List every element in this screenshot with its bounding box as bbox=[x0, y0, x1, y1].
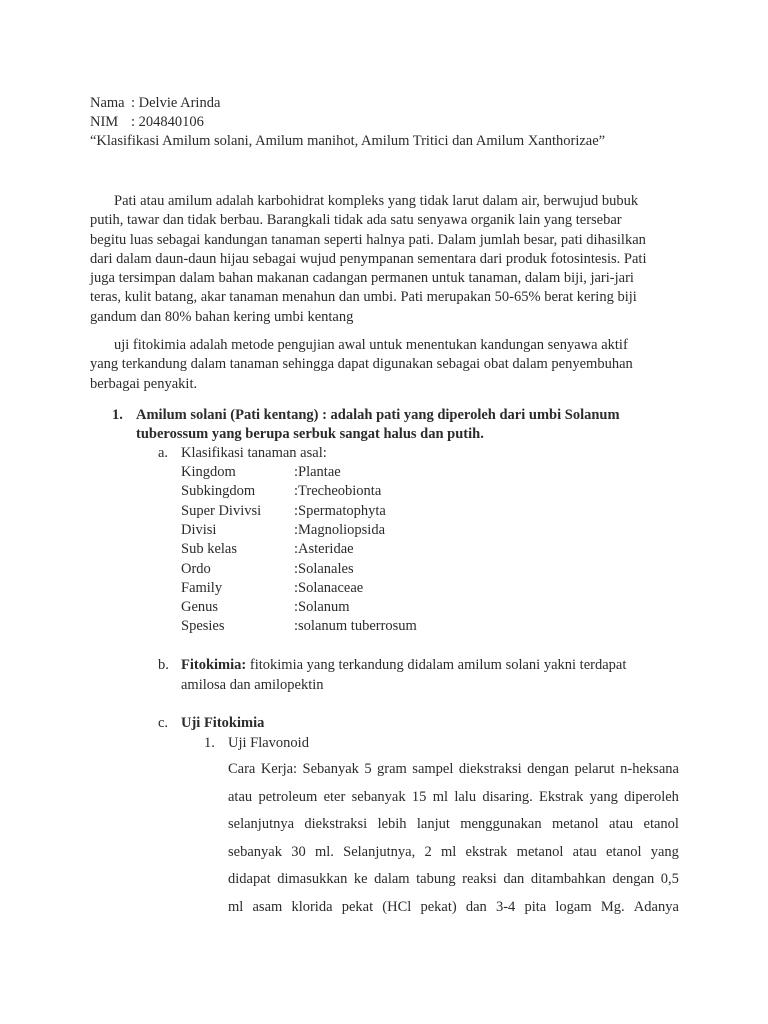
classification-label: Ordo bbox=[181, 560, 211, 577]
cara-kerja-line: selanjutnya diekstraksi lebih lanjut menggunakan metanol atau etanol bbox=[228, 816, 679, 832]
uji-line: yang terkandung dalam tanaman sehingga dapat digunakan sebagai obat dalam penyembuhan bbox=[90, 356, 633, 373]
item-b-marker: b. bbox=[158, 657, 169, 673]
item-b-text: fitokimia yang terkandung didalam amilum solani yakni terdapat bbox=[249, 657, 627, 673]
intro-line: teras, kulit batang, akar tanaman menahun dan umbi. Pati merupakan 50-65% berat kering biji bbox=[90, 289, 637, 306]
item-a-marker: a. bbox=[158, 445, 169, 461]
cara-kerja-line: Cara Kerja: Sebanyak 5 gram sampel diekstraksi dengan pelarut n-heksana bbox=[228, 761, 679, 777]
intro-paragraph bbox=[90, 192, 680, 327]
section-number: 1. bbox=[112, 407, 123, 423]
nama-label: Nama bbox=[90, 95, 125, 111]
classification-value: :Magnoliopsida bbox=[294, 521, 386, 538]
item-c-title: Uji Fitokimia bbox=[181, 715, 265, 731]
uji-line: berbagai penyakit. bbox=[90, 375, 198, 392]
intro-line: juga tersimpan dalam bahan makanan cadangan permanen untuk tanaman, dalam biji, jari-jari bbox=[90, 270, 634, 287]
nim-value: : 204840106 bbox=[131, 114, 204, 130]
classification-label: Family bbox=[181, 579, 223, 596]
classification-label: Kingdom bbox=[181, 464, 236, 480]
classification-value: :solanum tuberrosum bbox=[294, 618, 417, 635]
cara-kerja-line: didapat dimasukkan ke dalam tabung reaksi dan ditambahkan dengan 0,5 bbox=[228, 871, 679, 887]
sub-item-title: Uji Flavonoid bbox=[228, 735, 309, 751]
classification-value: :Solanales bbox=[294, 560, 354, 577]
classification-label: Genus bbox=[181, 599, 219, 616]
uji-paragraph bbox=[90, 336, 680, 394]
classification-label: Divisi bbox=[181, 521, 217, 538]
section-heading-line1: Amilum solani (Pati kentang) : adalah pati yang diperoleh dari umbi Solanum bbox=[136, 407, 620, 423]
uji-line: uji fitokimia adalah metode pengujian awal untuk menentukan kandungan senyawa aktif bbox=[114, 337, 628, 353]
classification-value: :Solanaceae bbox=[294, 579, 364, 596]
intro-line: dari dalam daun-daun hijau sebagai wujud penympanan sementara dari produk fotosintesis. Pati bbox=[90, 250, 647, 267]
cara-kerja-line: sebanyak 30 ml. Selanjutnya, 2 ml ekstrak metanol atau etanol yang bbox=[228, 843, 679, 860]
intro-line: begitu luas sebagai kandungan tanaman seperti halnya pati. Dalam jumlah besar, pati dihasilkan bbox=[90, 231, 646, 248]
cara-kerja-line: ml asam klorida pekat (HCl pekat) dan 3-4 pita logam Mg. Adanya bbox=[228, 898, 679, 915]
item-b-line2: amilosa dan amilopektin bbox=[181, 677, 324, 693]
classification-label: Subkingdom bbox=[181, 483, 256, 500]
document-title: “Klasifikasi Amilum solani, Amilum manihot, Amilum Tritici dan Amilum Xanthorizae” bbox=[90, 133, 606, 149]
classification-label: Super Divivsi bbox=[181, 502, 262, 519]
classification-value: :Plantae bbox=[294, 464, 341, 480]
cara-kerja-paragraph bbox=[228, 756, 679, 921]
sub-item-number: 1. bbox=[204, 735, 215, 751]
intro-line: putih, tawar dan tidak berbau. Barangkali tidak ada satu senyawa organik lain yang tersebar bbox=[90, 212, 622, 229]
classification-label: Spesies bbox=[181, 618, 225, 635]
section-heading-line2: tuberossum yang berupa serbuk sangat halus dan putih. bbox=[136, 426, 484, 442]
cara-kerja-line: atau petroleum eter sebanyak 15 ml lalu disaring. Ekstrak yang diperoleh bbox=[228, 788, 679, 805]
item-b-line1 bbox=[181, 656, 626, 675]
classification-label: Sub kelas bbox=[181, 541, 237, 558]
intro-line: Pati atau amilum adalah karbohidrat kompleks yang tidak larut dalam air, berwujud bubuk bbox=[114, 193, 639, 209]
item-a-title: Klasifikasi tanaman asal: bbox=[181, 445, 327, 461]
classification-value: :Trecheobionta bbox=[294, 483, 382, 500]
nama-value: : Delvie Arinda bbox=[131, 95, 221, 111]
classification-value: :Solanum bbox=[294, 599, 350, 616]
item-b-label: Fitokimia: bbox=[181, 657, 247, 673]
classification-value: :Spermatophyta bbox=[294, 502, 386, 519]
nim-label: NIM bbox=[90, 114, 119, 130]
item-c-marker: c. bbox=[158, 715, 169, 731]
classification-value: :Asteridae bbox=[294, 541, 354, 558]
intro-line: gandum dan 80% bahan kering umbi kentang bbox=[90, 308, 354, 325]
